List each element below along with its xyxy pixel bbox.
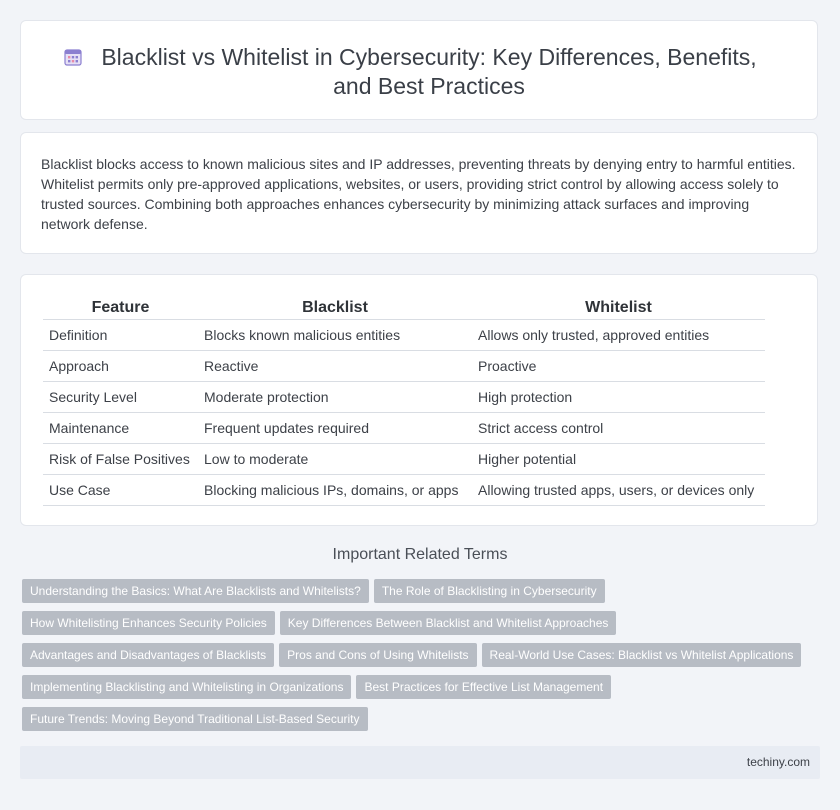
related-tag[interactable]: Implementing Blacklisting and Whitelisting in Organizations: [22, 675, 351, 699]
cell-whitelist: Proactive: [472, 351, 765, 382]
cell-whitelist: High protection: [472, 382, 765, 413]
cell-feature: Use Case: [43, 475, 198, 506]
header-whitelist: Whitelist: [472, 295, 765, 320]
table-row: [43, 444, 765, 475]
cell-whitelist: Allowing trusted apps, users, or devices only: [472, 475, 765, 506]
related-tag[interactable]: Key Differences Between Blacklist and Whitelist Approaches: [280, 611, 617, 635]
title-card: [20, 20, 818, 120]
related-tag[interactable]: Pros and Cons of Using Whitelists: [279, 643, 476, 667]
table-row: [43, 382, 765, 413]
footer-bar: [20, 746, 820, 779]
related-tag[interactable]: How Whitelisting Enhances Security Policies: [22, 611, 275, 635]
comparison-table: [43, 295, 765, 506]
cell-feature: Definition: [43, 320, 198, 351]
header-blacklist: Blacklist: [198, 295, 472, 320]
page-title: Blacklist vs Whitelist in Cybersecurity: Key Differences, Benefits, and Best Practices: [101, 44, 757, 99]
cell-feature: Security Level: [43, 382, 198, 413]
intro-paragraph: Blacklist blocks access to known malicious sites and IP addresses, preventing threats by denying entry to harmful entities. Whitelist permits only pre-approved applications, websites, or users, providing strict control by allowing access solely to trusted sources. Combining both approaches enhances cybersecurity by minimizing attack surfaces and improving network defense.: [41, 156, 796, 232]
table-header-row: [43, 295, 765, 320]
related-tag[interactable]: Real-World Use Cases: Blacklist vs Whitelist Applications: [482, 643, 802, 667]
cell-whitelist: Higher potential: [472, 444, 765, 475]
cell-blacklist: Blocking malicious IPs, domains, or apps: [198, 475, 472, 506]
cell-blacklist: Low to moderate: [198, 444, 472, 475]
cell-blacklist: Frequent updates required: [198, 413, 472, 444]
related-terms-heading: Important Related Terms: [332, 546, 508, 563]
table-row: [43, 413, 765, 444]
cell-whitelist: Strict access control: [472, 413, 765, 444]
table-row: [43, 475, 765, 506]
cell-whitelist: Allows only trusted, approved entities: [472, 320, 765, 351]
related-tag[interactable]: Future Trends: Moving Beyond Traditional List-Based Security: [22, 707, 368, 731]
intro-card: [20, 132, 818, 254]
related-tag[interactable]: Understanding the Basics: What Are Blacklists and Whitelists?: [22, 579, 369, 603]
cell-feature: Maintenance: [43, 413, 198, 444]
footer-site-link[interactable]: techiny.com: [746, 755, 810, 769]
related-tag[interactable]: The Role of Blacklisting in Cybersecurity: [374, 579, 605, 603]
cell-blacklist: Moderate protection: [198, 382, 472, 413]
cell-blacklist: Reactive: [198, 351, 472, 382]
related-tag[interactable]: Best Practices for Effective List Management: [356, 675, 611, 699]
header-feature: Feature: [43, 295, 198, 320]
related-tag[interactable]: Advantages and Disadvantages of Blacklists: [22, 643, 274, 667]
table-row: [43, 320, 765, 351]
cell-blacklist: Blocks known malicious entities: [198, 320, 472, 351]
cell-feature: Risk of False Positives: [43, 444, 198, 475]
cell-feature: Approach: [43, 351, 198, 382]
comparison-card: [20, 274, 818, 526]
table-row: [43, 351, 765, 382]
related-tags: [22, 579, 822, 739]
